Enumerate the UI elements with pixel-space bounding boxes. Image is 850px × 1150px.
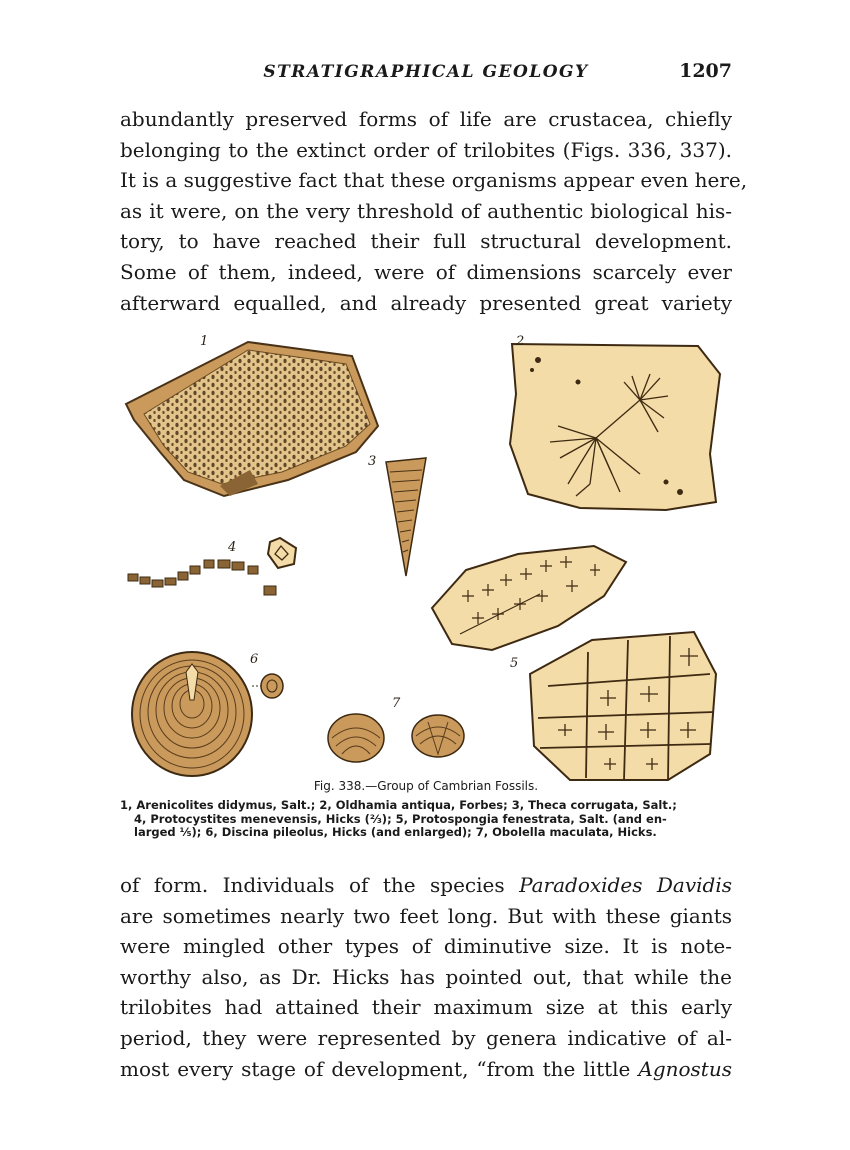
figure-label-5: 5 [510,656,519,671]
fossil-4-protocystites [128,538,296,595]
figure-caption [120,799,732,840]
running-head [120,62,732,88]
figure-label-4: 4 [228,540,237,555]
text-line: tory, to have reached their full structural development. [120,229,732,254]
text-line [120,870,732,901]
text-line: were mingled other types of diminutive size. It is note- [120,934,732,959]
fossil-1-arenicolites [126,342,378,496]
bottom-paragraph [120,870,732,1084]
fossil-7-obolella [328,714,464,762]
text-line [120,1054,732,1085]
text-line: as it were, on the very threshold of authentic biological his- [120,198,732,223]
text-segment: most every stage of development, “from the little [120,1056,639,1081]
caption-line: 4, Protocystites menevensis, Hicks (⅔); 5, Protospongia fenestrata, Salt. (and en- [134,811,667,826]
genus-name: Agnostus [638,1056,732,1081]
text-line: afterward equalled, and already presented great variety [120,290,732,315]
fossil-5-protospongia-enlarged [530,632,716,780]
species-name: Paradoxides Davidis [519,873,732,897]
figure-label-3: 3 [368,454,377,469]
fossil-figure [120,334,732,786]
caption-line: 1, Arenicolites didymus, Salt.; 2, Oldhamia antiqua, Forbes; 3, Theca corrugata, Salt.; [120,798,677,812]
fossil-2-oldhamia [510,344,720,510]
text-line: It is a suggestive fact that these organisms appear even here, [120,168,748,193]
text-line: abundantly preserved forms of life are crustacea, chiefly [120,107,732,131]
fossil-illustration [120,334,732,786]
text-line: belonging to the extinct order of trilobites (Figs. 336, 337). [120,137,732,162]
fossil-6-discina [132,652,283,776]
figure-label-7: 7 [392,696,401,711]
running-title: STRATIGRAPHICAL GEOLOGY [263,62,589,82]
text-line: are sometimes nearly two feet long. But with these giants [120,903,732,928]
text-line: worthy also, as Dr. Hicks has pointed out, that while the [120,964,732,989]
page-number: 1207 [679,60,732,82]
text-line: period, they were represented by genera indicative of al- [120,1025,732,1050]
fossil-3-theca [386,458,426,576]
caption-line: larged ⅕); 6, Discina pileolus, Hicks (and enlarged); 7, Obolella maculata, Hicks. [134,825,657,839]
fossil-5-protospongia-fragment [432,546,626,650]
text-line: trilobites had attained their maximum size at this early [120,995,732,1020]
text-line: Some of them, indeed, were of dimensions scarcely ever [120,259,732,284]
text-segment: of form. Individuals of the species [120,873,520,897]
figure-label-6: 6 [250,652,259,667]
figure-label-2: 2 [516,334,525,349]
figure-caption-title: Fig. 338.—Group of Cambrian Fossils. [313,779,539,793]
top-paragraph [120,104,748,318]
figure-label-1: 1 [200,334,209,349]
